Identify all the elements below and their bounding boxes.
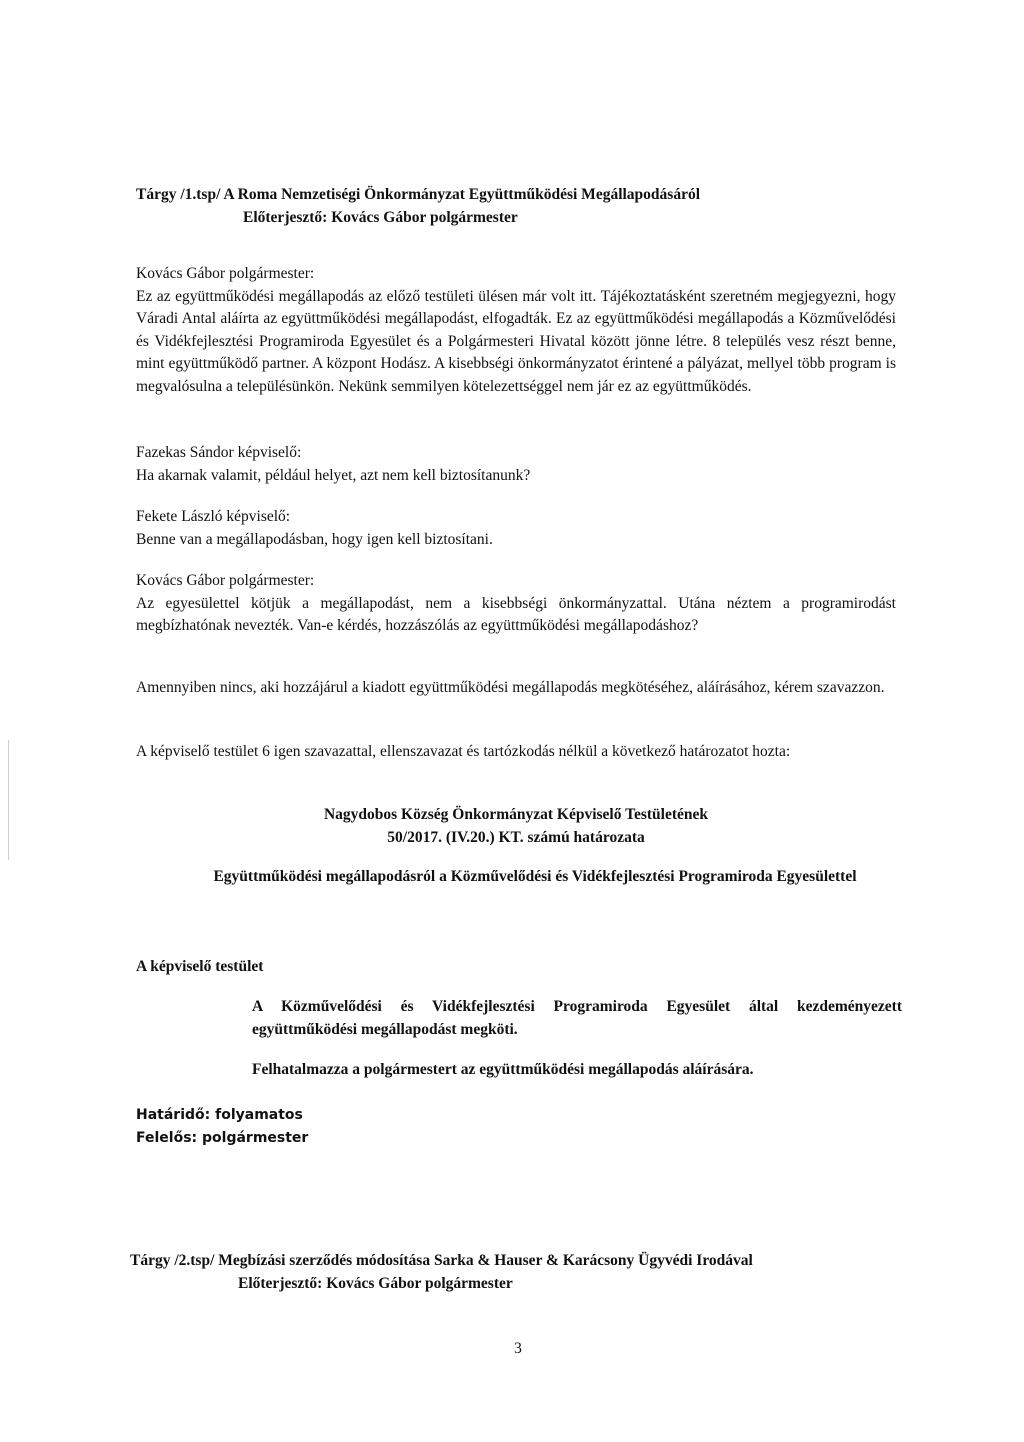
agenda-item-1-header xyxy=(136,184,916,229)
speech-3-speaker: Fekete László képviselő: xyxy=(136,508,291,525)
vote-call: Amennyiben nincs, aki hozzájárul a kiadott együttműködési megállapodás megkötéséhez, aláírásához, kérem szavazzon. xyxy=(136,679,885,696)
speech-3-text: Benne van a megállapodásban, hogy igen kell biztosítani. xyxy=(136,530,493,548)
resolution-body-label: A képviselő testület xyxy=(136,958,264,975)
speech-4-text: Az egyesülettel kötjük a megállapodást, nem a kisebbségi önkormányzattal. Utána néztem a programirodást megbízhatónak nevezték. Van-e kérdés, hozzászólás az együttműködési megállapodáshoz? xyxy=(136,594,896,634)
resolution-point-2: Felhatalmazza a polgármestert az együttműködési megállapodás aláírására. xyxy=(252,1061,754,1078)
resolution-subject: Együttműködési megállapodásról a Közművelődési és Vidékfejlesztési Programiroda Egyesülettel xyxy=(213,868,857,885)
speech-4-speaker: Kovács Gábor polgármester: xyxy=(136,572,315,589)
agenda-item-2-presenter: Előterjesztő: Kovács Gábor polgármester xyxy=(238,1274,513,1292)
resolution-heading-line-2: 50/2017. (IV.20.) KT. számú határozata xyxy=(387,828,645,846)
agenda-item-1-title: Tárgy /1.tsp/ A Roma Nemzetiségi Önkormányzat Együttműködési Megállapodásáról xyxy=(136,186,701,203)
speech-3 xyxy=(136,506,896,551)
agenda-item-1-presenter: Előterjesztő: Kovács Gábor polgármester xyxy=(243,208,518,226)
speech-4 xyxy=(136,570,896,638)
resolution-heading xyxy=(136,804,896,849)
speech-2-text: Ha akarnak valamit, például helyet, azt nem kell biztosítanunk? xyxy=(136,466,531,484)
resolution-heading-line-1: Nagydobos Község Önkormányzat Képviselő Testületének xyxy=(323,806,709,823)
speech-1-speaker: Kovács Gábor polgármester: xyxy=(136,265,315,282)
speech-1-text: Ez az együttműködési megállapodás az előző testületi ülésen már volt itt. Tájékoztatásként szeretném megjegyezni, hogy Váradi Antal aláírta az együttműködési megállapodást, elfogadták. Ez az együttműködési megállapodás a Közművelődési és Vidékfejlesztési Programiroda Egyesület és a Polgármesteri Hivatal között jönne létre. 8 település vesz részt benne, mint együttműködő partner. A központ Hodász. A kisebbségi önkormányzatot érintené a pályázat, mellyel több program is megvalósulna a településünkön. Nekünk semmilyen kötelezettséggel nem jár ez az együttműködés. xyxy=(136,287,896,395)
agenda-item-2-header xyxy=(130,1250,910,1295)
resolution-point-1: A Közművelődési és Vidékfejlesztési Programiroda Egyesület által kezdeményezett együttműködési megállapodást megköti. xyxy=(252,998,902,1038)
speech-2-speaker: Fazekas Sándor képviselő: xyxy=(136,444,302,461)
scan-edge-line xyxy=(8,740,9,860)
vote-result: A képviselő testület 6 igen szavazattal, ellenszavazat és tartózkodás nélkül a következő határozatot hozta: xyxy=(136,743,791,760)
speech-1 xyxy=(136,263,896,398)
page-number: 3 xyxy=(514,1340,522,1357)
agenda-item-2-title: Tárgy /2.tsp/ Megbízási szerződés módosítása Sarka & Hauser & Karácsony Ügyvédi Irodával xyxy=(130,1252,753,1269)
speech-2 xyxy=(136,442,896,487)
resolution-footer xyxy=(136,1104,896,1149)
resolution-responsible: Felelős: polgármester xyxy=(136,1129,309,1146)
resolution-deadline: Határidő: folyamatos xyxy=(136,1107,303,1123)
